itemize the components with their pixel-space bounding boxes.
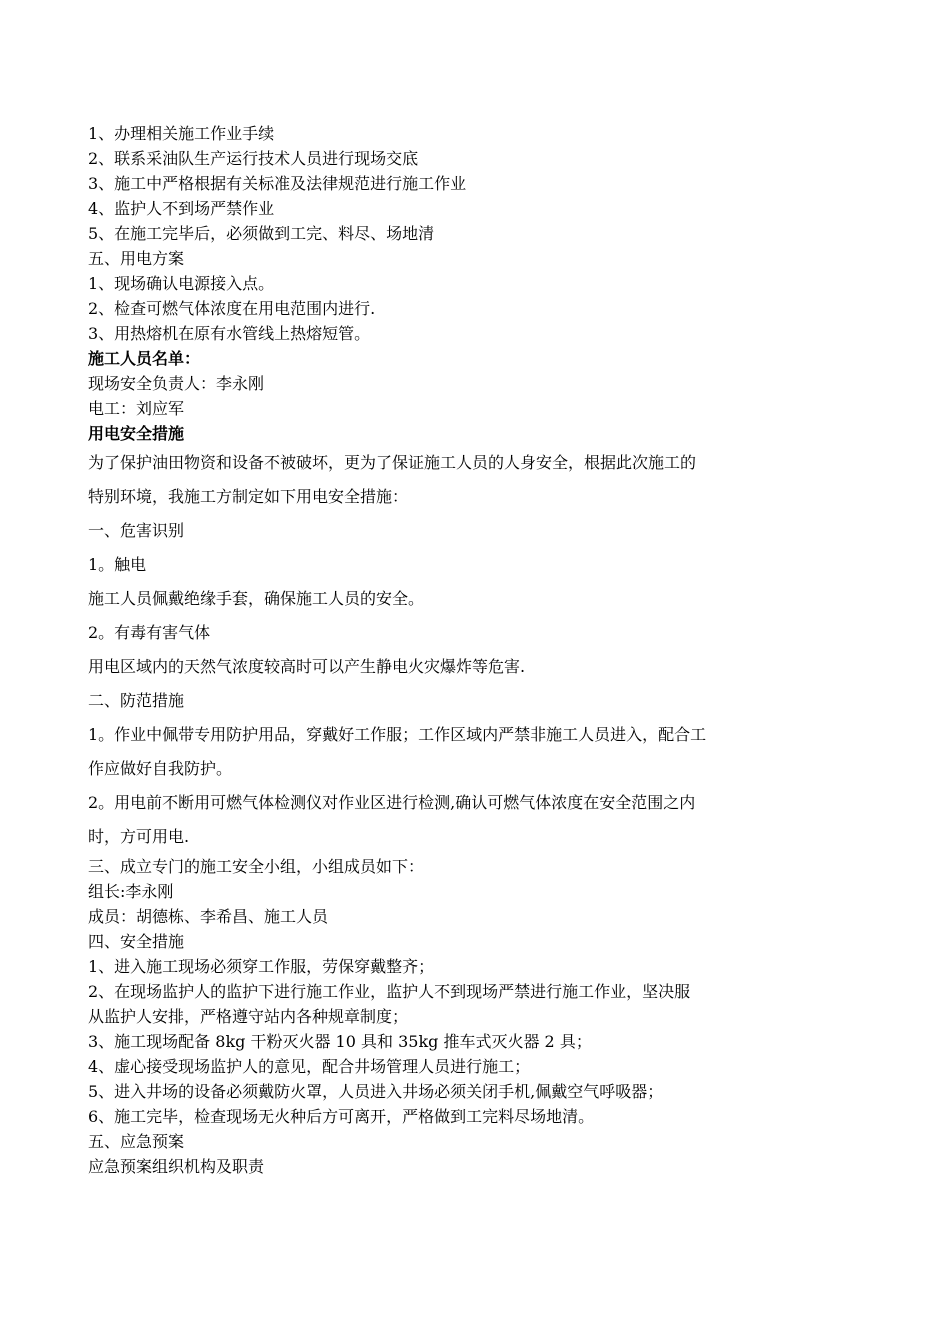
- hazard-heading: 一、危害识别: [88, 521, 185, 540]
- hazard-text: 用电区域内的天然气浓度较高时可以产生静电火灾爆炸等危害.: [88, 657, 526, 676]
- prevent-line: 时，方可用电.: [88, 827, 190, 846]
- prevent-line: 1。作业中佩带专用防护用品，穿戴好工作服；工作区域内严禁非施工人员进入，配合工: [88, 725, 707, 744]
- prevent-line: 作应做好自我防护。: [88, 759, 233, 778]
- list-item: 1、现场确认电源接入点。: [88, 274, 275, 293]
- list-item: 3、施工中严格根据有关标准及法律规范进行施工作业: [88, 174, 467, 193]
- list-item: 4、监护人不到场严禁作业: [88, 199, 275, 218]
- safety-heading: 用电安全措施: [88, 424, 185, 443]
- prevent-heading: 二、防范措施: [88, 691, 185, 710]
- group-members: 成员：胡德栋、李希昌、施工人员: [88, 907, 329, 926]
- measures-heading: 四、安全措施: [88, 932, 185, 951]
- list-item: 5、在施工完毕后，必须做到工完、料尽、场地清: [88, 224, 435, 243]
- measure-item: 4、虚心接受现场监护人的意见，配合井场管理人员进行施工；: [88, 1057, 531, 1076]
- list-item: 1、办理相关施工作业手续: [88, 124, 275, 143]
- staff-heading: 施工人员名单：: [88, 349, 201, 368]
- measure-item: 1、进入施工现场必须穿工作服，劳保穿戴整齐；: [88, 957, 435, 976]
- hazard-title: 1。触电: [88, 555, 147, 574]
- intro-line: 为了保护油田物资和设备不被破坏，更为了保证施工人员的人身安全，根据此次施工的: [88, 453, 697, 472]
- intro-line: 特别环境，我施工方制定如下用电安全措施：: [88, 487, 409, 506]
- group-heading: 三、成立专门的施工安全小组，小组成员如下：: [88, 857, 425, 876]
- hazard-title: 2。有毒有害气体: [88, 623, 211, 642]
- measure-item: 3、施工现场配备 8kg 干粉灭火器 10 具和 35kg 推车式灭火器 2 具；: [88, 1032, 592, 1051]
- measure-item: 从监护人安排，严格遵守站内各种规章制度；: [88, 1007, 409, 1026]
- emergency-heading: 五、应急预案: [88, 1132, 185, 1151]
- emergency-subheading: 应急预案组织机构及职责: [88, 1157, 265, 1176]
- staff-item: 电工：刘应军: [88, 399, 185, 418]
- list-item: 2、联系采油队生产运行技术人员进行现场交底: [88, 149, 419, 168]
- document-page: [88, 121, 838, 1179]
- prevent-line: 2。用电前不断用可燃气体检测仪对作业区进行检测,确认可燃气体浓度在安全范围之内: [88, 793, 696, 812]
- group-leader: 组长:李永刚: [88, 882, 174, 901]
- measure-item: 5、进入井场的设备必须戴防火罩，人员进入井场必须关闭手机,佩戴空气呼吸器；: [88, 1082, 664, 1101]
- section-heading-power-plan: 五、用电方案: [88, 249, 185, 268]
- hazard-text: 施工人员佩戴绝缘手套，确保施工人员的安全。: [88, 589, 425, 608]
- list-item: 2、检查可燃气体浓度在用电范围内进行.: [88, 299, 376, 318]
- list-item: 3、用热熔机在原有水管线上热熔短管。: [88, 324, 371, 343]
- measure-item: 6、施工完毕，检查现场无火种后方可离开，严格做到工完料尽场地清。: [88, 1107, 595, 1126]
- staff-item: 现场安全负责人：李永刚: [88, 374, 265, 393]
- measure-item: 2、在现场监护人的监护下进行施工作业，监护人不到现场严禁进行施工作业，坚决服: [88, 982, 691, 1001]
